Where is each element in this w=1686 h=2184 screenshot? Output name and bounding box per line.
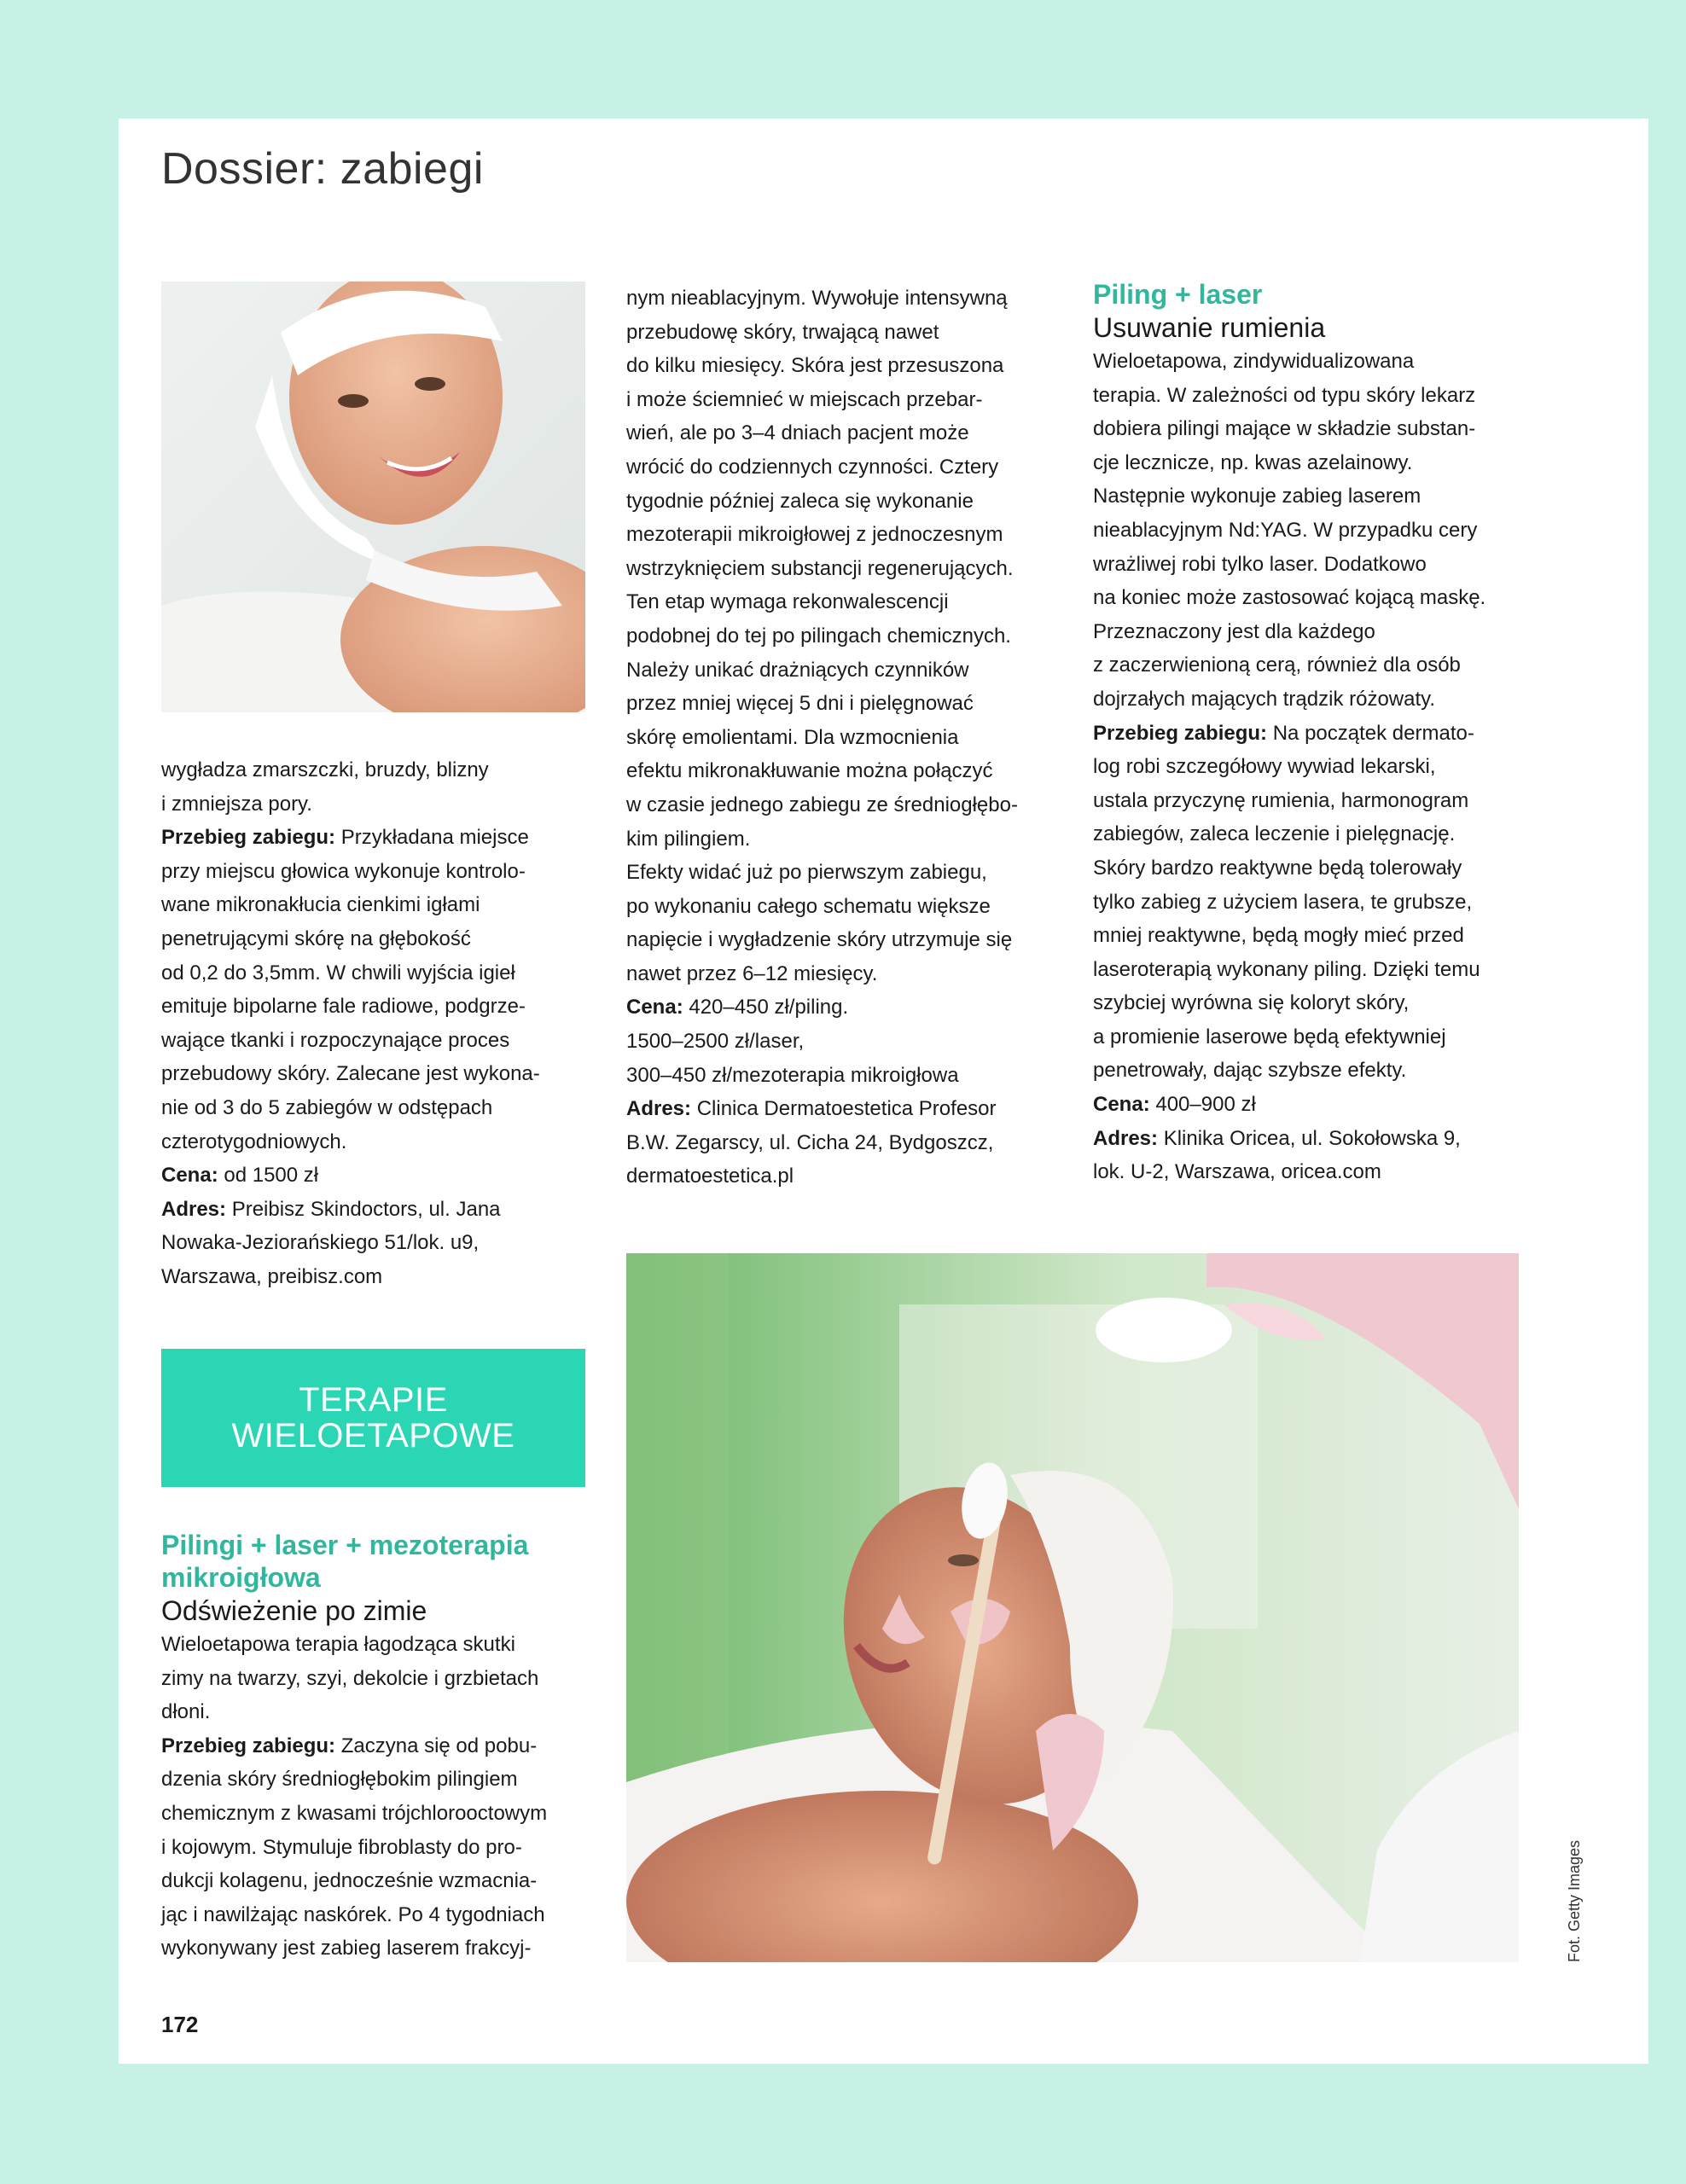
text-line: Ten etap wymaga rekonwalescencji [626, 590, 949, 614]
article-title: Pilingi + laser + mezoterapia [161, 1530, 529, 1560]
text-line: i zmniejsza pory. [161, 792, 312, 816]
text-line: do kilku miesięcy. Skóra jest przesuszona [626, 354, 1004, 378]
text-line: skórę emolientami. Dla wzmocnienia [626, 725, 959, 749]
text-line: wrócić do codziennych czynności. Cztery [626, 455, 999, 479]
text-line: Należy unikać drażniących czynników [626, 658, 969, 682]
text-line: wygładza zmarszczki, bruzdy, blizny [161, 758, 489, 781]
text-line: zabiegów, zaleca leczenie i pielęgnację. [1093, 822, 1456, 846]
text-line: mezoterapii mikroigłowej z jednoczesnym [626, 523, 1003, 547]
text-line: Skóry bardzo reaktywne będą tolerowały [1093, 856, 1462, 880]
text-line: na koniec może zastosować kojącą maskę. [1093, 586, 1486, 610]
text-line: efektu mikronakłuwanie można połączyć [626, 759, 993, 783]
text-line: napięcie i wygładzenie skóry utrzymuje się [626, 928, 1013, 952]
text-line: i może ściemnieć w miejscach przebar- [626, 387, 983, 411]
text-line: wrażliwej robi tylko laser. Dodatkowo [1093, 552, 1427, 576]
article-subtitle: Usuwanie rumienia [1093, 312, 1326, 343]
text-line: wane mikronakłucia cienkimi igłami [161, 893, 480, 917]
photo-woman-headband [161, 282, 585, 712]
text-line: dukcji kolagenu, jednocześnie wzmacnia- [161, 1869, 538, 1893]
text-line: nym nieablacyjnym. Wywołuje intensywną [626, 287, 1008, 310]
text-line: przy miejscu głowica wykonuje kontrolo- [161, 859, 526, 883]
article-subtitle: Odświeżenie po zimie [161, 1595, 427, 1626]
text-line: 300–450 zł/mezoterapia mikroigłowa [626, 1063, 959, 1087]
column-3 [1093, 278, 1537, 1189]
photo-credit: Fot. Getty Images [1566, 1839, 1583, 1962]
text-line: Warszawa, preibisz.com [161, 1264, 383, 1288]
address-line: Adres: Clinica Dermatoestetica Profesor [626, 1097, 997, 1121]
text-line: zimy na twarzy, szyi, dekolcie i grzbietach [161, 1666, 539, 1690]
text-line: Wieloetapowa, zindywidualizowana [1093, 350, 1415, 373]
text-line: wień, ale po 3–4 dniach pacjent może [626, 421, 969, 445]
text-line: chemicznym z kwasami trójchlorooctowym [161, 1801, 548, 1825]
text-line: czterotygodniowych. [161, 1130, 347, 1153]
text-line: dzenia skóry średniogłębokim pilingiem [161, 1768, 518, 1792]
text-line: szybciej wyrówna się koloryt skóry, [1093, 991, 1410, 1015]
section-box-line: WIELOETAPOWE [231, 1417, 515, 1455]
article-title: Piling + laser [1093, 279, 1263, 310]
text-line: dojrzałych mających trądzik różowaty. [1093, 687, 1436, 711]
section-box-terapie [161, 1349, 585, 1487]
text-line: B.W. Zegarscy, ul. Cicha 24, Bydgoszcz, [626, 1130, 994, 1154]
text-line: przez mniej więcej 5 dni i pielęgnować [626, 692, 974, 716]
text-line: od 0,2 do 3,5mm. W chwili wyjścia igieł [161, 961, 515, 985]
price-line: Cena: 400–900 zł [1093, 1093, 1256, 1117]
text-line: tygodnie później zaleca się wykonanie [626, 489, 974, 513]
text-line: wstrzyknięciem substancji regenerujących. [626, 556, 1014, 580]
text-line: 1500–2500 zł/laser, [626, 1030, 805, 1054]
text-line: po wykonaniu całego schematu większe [626, 894, 991, 918]
text-line: a promienie laserowe będą efektywniej [1093, 1025, 1446, 1048]
address-line: Adres: Preibisz Skindoctors, ul. Jana [161, 1197, 501, 1221]
article-title: mikroigłowa [161, 1562, 321, 1593]
text-line: nieablacyjnym Nd:YAG. W przypadku cery [1093, 518, 1478, 542]
column-1-top [161, 753, 588, 1294]
text-line: wające tkanki i rozpoczynające proces [161, 1028, 510, 1052]
text-line: wykonywany jest zabieg laserem frakcyj- [161, 1937, 532, 1960]
text-line: Następnie wykonuje zabieg laserem [1093, 485, 1421, 508]
text-line: terapia. W zależności od typu skóry lekarz [1093, 383, 1476, 407]
text-line: podobnej do tej po pilingach chemicznych. [626, 624, 1011, 648]
text-line: Efekty widać już po pierwszym zabiegu, [626, 861, 987, 885]
text-line: log robi szczegółowy wywiad lekarski, [1093, 755, 1436, 779]
text-line: Przebieg zabiegu: Na początek dermato- [1093, 721, 1474, 745]
text-line: dobiera pilingi mające w składzie substan- [1093, 417, 1476, 441]
text-line: lok. U-2, Warszawa, oricea.com [1093, 1160, 1381, 1184]
price-line: Cena: 420–450 zł/piling. [626, 996, 849, 1019]
text-line: emituje bipolarne fale radiowe, podgrze- [161, 995, 526, 1019]
price-line: Cena: od 1500 zł [161, 1164, 319, 1188]
address-line: Adres: Klinika Oricea, ul. Sokołowska 9, [1093, 1126, 1461, 1150]
text-line: mniej reaktywne, będą mogły mieć przed [1093, 924, 1464, 948]
text-line: Przeznaczony jest dla każdego [1093, 619, 1375, 643]
text-line: Wieloetapowa terapia łagodząca skutki [161, 1633, 515, 1656]
text-line: tylko zabieg z użyciem lasera, te grubsze, [1093, 890, 1473, 914]
text-line: laseroterapią wykonany piling. Dzięki temu [1093, 957, 1480, 981]
text-line: w czasie jednego zabiegu ze średniogłębo- [626, 793, 1018, 816]
text-line: dermatoestetica.pl [626, 1165, 794, 1188]
text-line: nie od 3 do 5 zabiegów w odstępach [161, 1095, 493, 1119]
text-line: Nowaka-Jeziorańskiego 51/lok. u9, [161, 1231, 480, 1255]
text-line: nawet przez 6–12 miesięcy. [626, 961, 878, 985]
text-line: jąc i nawilżając naskórek. Po 4 tygodniach [161, 1902, 545, 1926]
text-line: cje lecznicze, np. kwas azelainowy. [1093, 450, 1413, 474]
text-line: przebudowy skóry. Zalecane jest wykona- [161, 1062, 540, 1086]
text-line: ustala przyczynę rumienia, harmonogram [1093, 788, 1469, 812]
photo-face-mask-treatment [626, 1253, 1519, 1962]
text-line: Przebieg zabiegu: Zaczyna się od pobu- [161, 1734, 538, 1757]
section-box-line: TERAPIE [299, 1381, 448, 1419]
column-2 [626, 282, 1057, 1194]
text-line: z zaczerwienioną cerą, również dla osób [1093, 653, 1461, 677]
text-line: penetrującymi skórę na głębokość [161, 926, 471, 950]
page-number: 172 [161, 2012, 199, 2037]
text-line: kim pilingiem. [626, 827, 751, 851]
text-line: dłoni. [161, 1700, 211, 1724]
text-line: Przebieg zabiegu: Przykładana miejsce [161, 826, 529, 850]
text-line: penetrowały, dając szybsze efekty. [1093, 1059, 1407, 1083]
section-title: Dossier: zabiegi [161, 144, 484, 194]
column-1-bottom [161, 1529, 588, 1966]
text-line: i kojowym. Stymuluje fibroblasty do pro- [161, 1835, 522, 1859]
text-line: przebudowę skóry, trwającą nawet [626, 320, 939, 344]
